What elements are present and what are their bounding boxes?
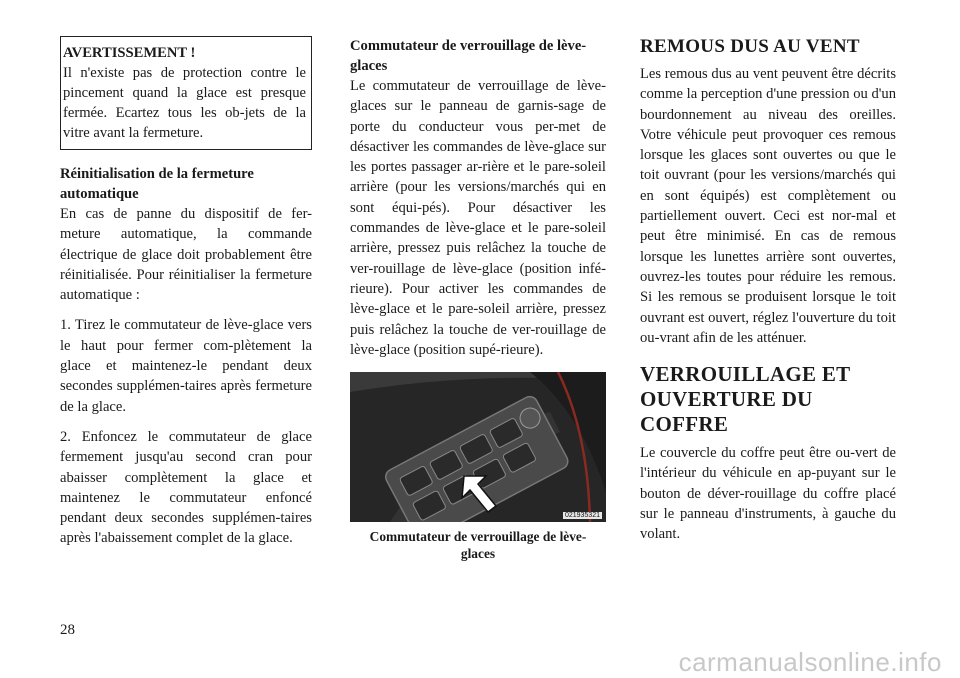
- window-lock-switch-photo: [350, 372, 606, 522]
- reset-step-2: 2. Enfoncez le commutateur de glace fermement jusqu'au second cran pour abaisser complètement la glace et maintenez le commutateur enfoncé pendant deux secondes supplémen-taires après l'abaissement complet de la glace.: [60, 428, 312, 547]
- window-lock-text: Le commutateur de verrouillage de lève-glaces sur le panneau de garnis-sage de porte du conducteur vous per-met de désactiver les commandes de lève-glace sur les portes passager ar-rière et le pare-soleil arrière (pour les versions/marchés qui en sont équi-pés). Pour désactiver les commandes de lève-glace et le pare-soleil arrière, pressez puis relâchez la touche de ver-rouillage de lève-glace (position infé-rieure). Pour activer les commandes de lève-glace et le pare-soleil arrière, pressez puis relâchez la touche de ver-rouillage de lève-glace (position supé-rieure).: [350, 78, 606, 358]
- left-column: [60, 36, 312, 549]
- trunk-heading: VERROUILLAGE ET OUVERTURE DU COFFRE: [640, 362, 851, 437]
- window-lock-heading: Commutateur de verrouillage de lève-glaces: [350, 38, 587, 74]
- warning-box: [60, 36, 312, 150]
- figure-code: 021935321: [564, 512, 600, 520]
- warning-title: AVERTISSEMENT !: [63, 45, 196, 61]
- reset-intro-text: En cas de panne du dispositif de fer-meture automatique, la commande électrique de glace doit probablement être réinitialisée. Pour réinitialiser la fermeture automatique :: [60, 206, 312, 304]
- door-panel-illustration: [350, 372, 606, 522]
- warning-text: Il n'existe pas de protection contre le pincement quand la glace est presque fermée. Ecartez tous les ob-jets de la vitre avant la fermeture.: [63, 65, 306, 141]
- reset-autoclose-heading: Réinitialisation de la fermeture automatique: [60, 166, 254, 202]
- trunk-text: Le couvercle du coffre peut être ou-vert de l'intérieur du véhicule en ap-puyant sur le bouton de déver-rouillage du coffre placé sur le panneau d'instruments, à gauche du volant.: [640, 445, 896, 543]
- reset-step-1: 1. Tirez le commutateur de lève-glace vers le haut pour fermer com-plètement la glace et maintenez-le pendant deux secondes supplémen-taires après fermeture de la glace.: [60, 317, 312, 415]
- wind-buffeting-heading: REMOUS DUS AU VENT: [640, 36, 860, 57]
- wind-buffeting-text: Les remous dus au vent peuvent être décrits comme la perception d'une pression ou d'un bourdonnement au niveau des oreilles. Votre véhicule peut provoquer ces remous lorsque les glaces sont ouvertes ou que le toit ouvrant (pour les versions/marchés qui en sont équipés) est complètement ou partiellement ouvert. Ceci est nor-mal et peut être minimisé. En cas de remous lorsque les lunettes arrière sont ouvertes, ouvrez-les toutes pour réduire les remous. Si les remous se produisent lorsque le toit ouvrant est ouvert, réglez l'ouverture du toit ou-vrant afin de les atténuer.: [640, 66, 896, 346]
- middle-column: [350, 36, 606, 562]
- right-column: [640, 36, 896, 545]
- page-number: 28: [60, 622, 75, 638]
- figure-caption: Commutateur de verrouillage de lève-glaces: [369, 529, 587, 562]
- site-watermark: carmanualsonline.info: [678, 647, 942, 677]
